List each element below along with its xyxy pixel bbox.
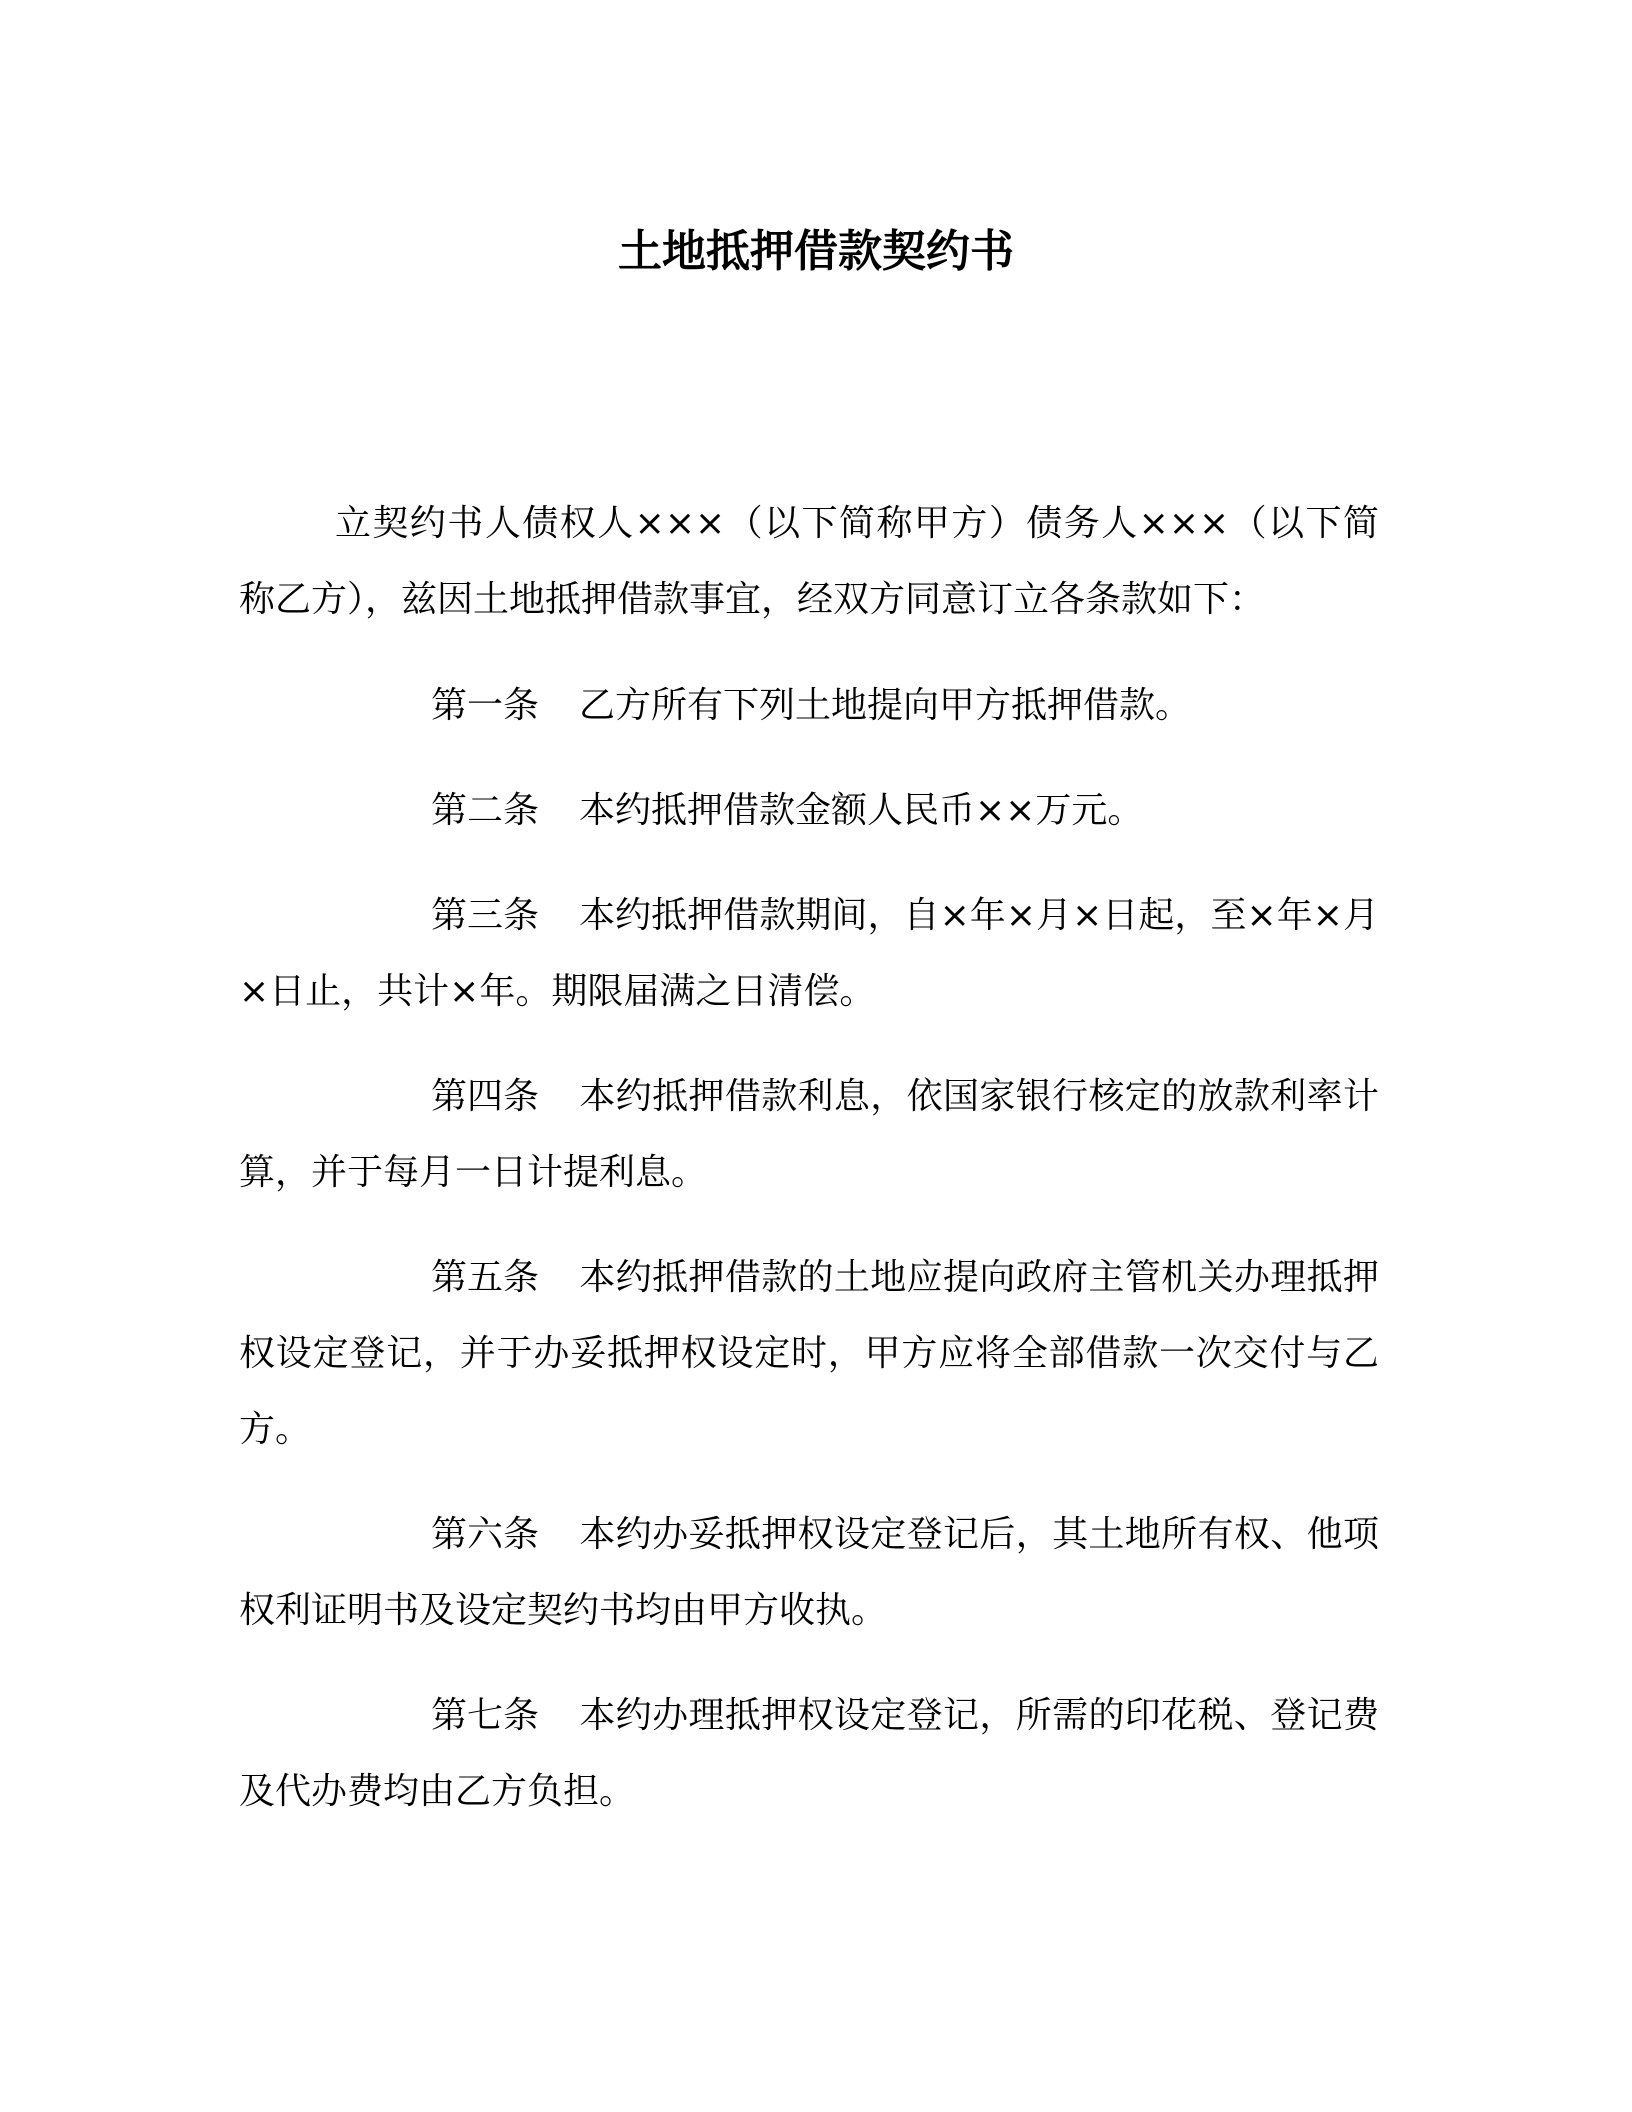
article-text: 本约抵押借款期间，自×年×月×日起，至×年×月×日止，共计×年。期限届满之日清偿。 [239,895,1379,1012]
article-7 [239,1678,1379,1830]
article-number: 第三条 [431,895,540,936]
article-number: 第五条 [431,1257,540,1298]
article-number: 第二条 [431,790,540,831]
article-6 [239,1497,1379,1649]
article-text: 本约办理抵押权设定登记，所需的印花税、登记费及代办费均由乙方负担。 [239,1695,1379,1812]
article-2 [239,773,1379,849]
article-1 [239,668,1379,744]
article-4 [239,1059,1379,1211]
article-text: 本约抵押借款的土地应提向政府主管机关办理抵押权设定登记，并于办妥抵押权设定时，甲方应将全部借款一次交付与乙方。 [239,1257,1379,1450]
article-text: 本约抵押借款金额人民币××万元。 [579,790,1144,831]
document-body [239,486,1379,1830]
document-title: 土地抵押借款契约书 [618,226,1014,277]
article-text: 本约办妥抵押权设定登记后，其土地所有权、他项权利证明书及设定契约书均由甲方收执。 [239,1514,1379,1631]
article-number: 第七条 [431,1695,540,1736]
article-number: 第四条 [431,1076,540,1117]
preamble-paragraph: 立契约书人债权人×××（以下简称甲方）债务人×××（以下简称乙方），兹因土地抵押借款事宜，经双方同意订立各条款如下： [239,503,1379,620]
article-text: 乙方所有下列土地提向甲方抵押借款。 [579,685,1192,726]
article-5 [239,1240,1379,1468]
article-text: 本约抵押借款利息，依国家银行核定的放款利率计算，并于每月一日计提利息。 [239,1076,1379,1193]
article-3 [239,878,1379,1030]
article-number: 第一条 [431,685,540,726]
article-number: 第六条 [431,1514,540,1555]
